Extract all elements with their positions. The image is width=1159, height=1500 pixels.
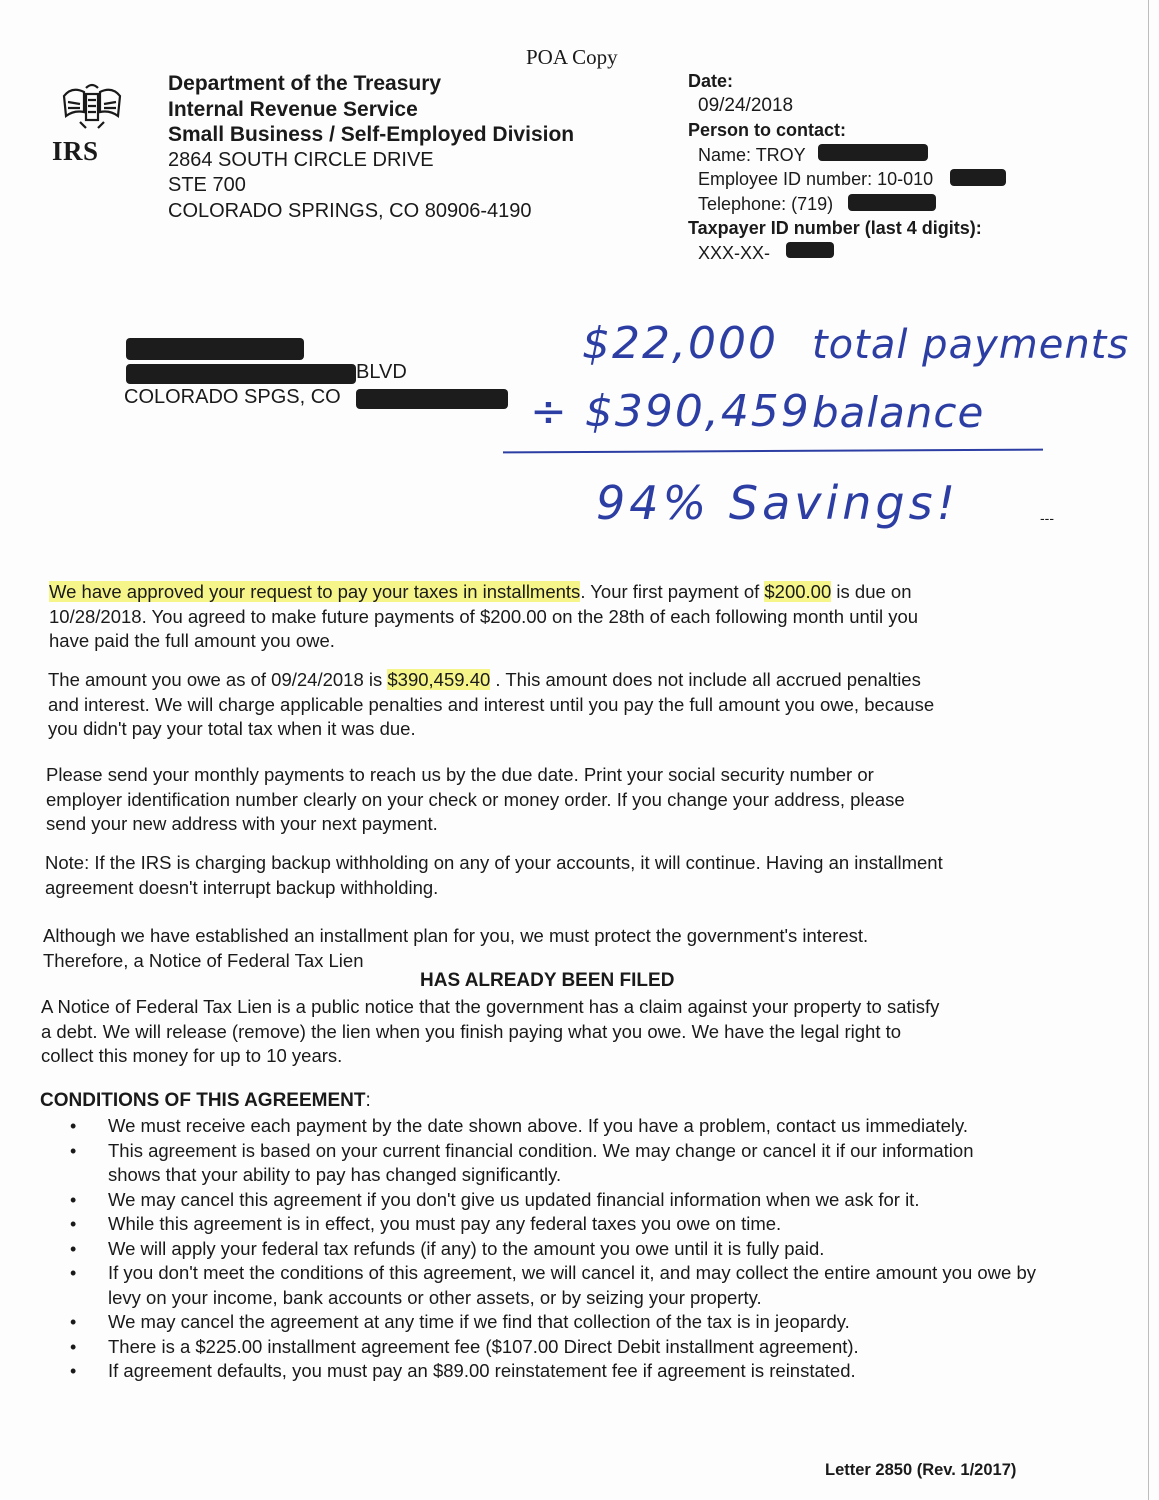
taxpayer-id-value: XXX-XX- <box>698 242 771 263</box>
lien-filed-heading: HAS ALREADY BEEN FILED <box>420 970 675 991</box>
conditions-heading <box>40 1090 371 1112</box>
person-to-contact-label: Person to contact: <box>688 120 847 140</box>
payment-instructions-line-1: Please send your monthly payments to reach us by the due date. Print your social security number or <box>46 764 874 785</box>
note-line-2: agreement doesn't interrupt backup withholding. <box>45 876 439 898</box>
taxpayer-id-label: Taxpayer ID number (last 4 digits): <box>688 218 982 238</box>
redaction-recipient-street <box>126 364 356 384</box>
approval-text-end: is due on <box>831 581 912 602</box>
agency-line-treasury: Department of the Treasury <box>168 72 442 95</box>
condition-item: • If you don't meet the conditions of this agreement, we will cancel it, and may collect the entire amount you owe by levy on your income, bank accounts or other assets, or by seizing your property. <box>40 1261 1058 1310</box>
amount-owed-line-2: and interest. We will charge applicable penalties and interest until you pay the full amount you owe, because <box>48 693 935 715</box>
contact-name: Name: TROY <box>698 144 806 165</box>
lien-line-2: Therefore, a Notice of Federal Tax Lien <box>43 949 364 971</box>
amount-owed-text-end: . This amount does not include all accrued penalties <box>490 669 921 690</box>
stray-dash-mark: --- <box>1040 510 1054 526</box>
handwritten-division-line <box>503 449 1043 454</box>
recipient-city-text: COLORADO SPGS, CO <box>124 386 341 408</box>
highlight-first-payment: $200.00 <box>764 581 832 602</box>
note-line-1: Note: If the IRS is charging backup withholding on any of your accounts, it will continue. Having an installment <box>45 852 943 873</box>
condition-item: • We must receive each payment by the date shown above. If you have a problem, contact us immediately. <box>40 1114 988 1139</box>
lien-explanation-paragraph <box>41 995 1111 1069</box>
agency-street: 2864 SOUTH CIRCLE DRIVE <box>168 148 434 171</box>
recipient-street-suffix-text: BLVD <box>356 361 407 383</box>
poa-copy-label: POA Copy <box>526 45 618 69</box>
payment-instructions-line-3: send your new address with your next payment. <box>46 813 438 834</box>
highlight-approval: We have approved your request to pay your taxes in installments <box>49 581 581 602</box>
date-value: 09/24/2018 <box>698 94 794 116</box>
agency-address-block <box>168 71 574 224</box>
condition-item: • We may cancel this agreement if you don't give us updated financial information when we ask for it. <box>40 1188 1070 1213</box>
conditions-heading-text: CONDITIONS OF THIS AGREEMENT <box>40 1090 366 1111</box>
handwritten-savings: 94% Savings! <box>596 476 960 530</box>
approval-paragraph <box>49 580 1089 654</box>
backup-withholding-note <box>45 851 1115 900</box>
recipient-city <box>124 385 341 410</box>
agency-city: COLORADO SPRINGS, CO 80906-4190 <box>168 199 532 222</box>
date-label: Date: <box>688 71 734 91</box>
lien-explanation-line-3: collect this money for up to 10 years. <box>41 1045 343 1066</box>
condition-item: • We will apply your federal tax refunds (if any) to the amount you owe until it is fully paid. <box>40 1237 1070 1262</box>
redaction-employee-id <box>950 169 1006 186</box>
conditions-heading-colon: : <box>365 1090 371 1111</box>
scan-edge-line <box>1148 0 1149 1500</box>
condition-item: • This agreement is based on your current financial condition. We may change or cancel it if our information shows that your ability to pay has changed significantly. <box>40 1139 1008 1188</box>
lien-explanation-line-2: a debt. We will release (remove) the lien when you finish paying what you owe. We have the legal right to <box>41 1020 902 1042</box>
redaction-taxpayer-id <box>786 242 834 258</box>
approval-line-2: 10/28/2018. You agreed to make future payments of $200.00 on the 28th of each following month until you <box>49 605 919 627</box>
approval-line-3: have paid the full amount you owe. <box>49 630 335 651</box>
redaction-recipient-zip <box>356 389 508 409</box>
conditions-list <box>40 1114 1070 1384</box>
lien-line-1: Although we have established an installment plan for you, we must protect the government's interest. <box>43 925 869 946</box>
irs-logo-text: IRS <box>52 136 99 166</box>
eagle-icon <box>58 82 126 134</box>
handwritten-total-amount: $22,000 <box>582 318 778 369</box>
amount-owed-paragraph <box>48 668 1108 742</box>
condition-item: • While this agreement is in effect, you must pay any federal taxes you owe on time. <box>40 1212 1070 1237</box>
approval-text: . Your first payment of <box>580 581 765 602</box>
highlight-amount-owed: $390,459.40 <box>387 669 491 690</box>
agency-line-division: Small Business / Self-Employed Division <box>168 123 575 146</box>
irs-logo <box>52 80 132 170</box>
payment-instructions-paragraph <box>46 763 1106 837</box>
condition-item: • If agreement defaults, you must pay an $89.00 reinstatement fee if agreement is reinstated. <box>40 1359 1070 1384</box>
redaction-contact-name <box>818 144 928 161</box>
agency-line-irs: Internal Revenue Service <box>168 97 418 121</box>
handwritten-total-label: total payments <box>812 322 1130 368</box>
redaction-recipient-name <box>126 338 304 360</box>
condition-item: • We may cancel the agreement at any time if we find that collection of the tax is in jeopardy. <box>40 1310 1070 1335</box>
employee-id: Employee ID number: 10-010 <box>698 169 934 189</box>
contact-telephone: Telephone: (719) <box>698 193 834 214</box>
agency-suite: STE 700 <box>168 174 246 196</box>
payment-instructions-line-2: employer identification number clearly on your check or money order. If you change your address, please <box>46 788 905 810</box>
amount-owed-line-3: you didn't pay your total tax when it was due. <box>48 718 416 739</box>
handwritten-balance-label: balance <box>812 388 985 437</box>
recipient-street-suffix <box>356 360 407 385</box>
lien-explanation-line-1: A Notice of Federal Tax Lien is a public notice that the government has a claim against your property to satisfy <box>41 996 940 1017</box>
lien-paragraph <box>43 924 1103 973</box>
handwritten-balance-amount: ÷ $390,459 <box>530 386 811 437</box>
amount-owed-text: The amount you owe as of 09/24/2018 is <box>48 669 388 690</box>
condition-item: • There is a $225.00 installment agreement fee ($107.00 Direct Debit installment agreement). <box>40 1335 1070 1360</box>
letter-number-footer: Letter 2850 (Rev. 1/2017) <box>825 1461 1017 1479</box>
contact-block <box>688 69 982 265</box>
redaction-telephone <box>848 194 936 211</box>
